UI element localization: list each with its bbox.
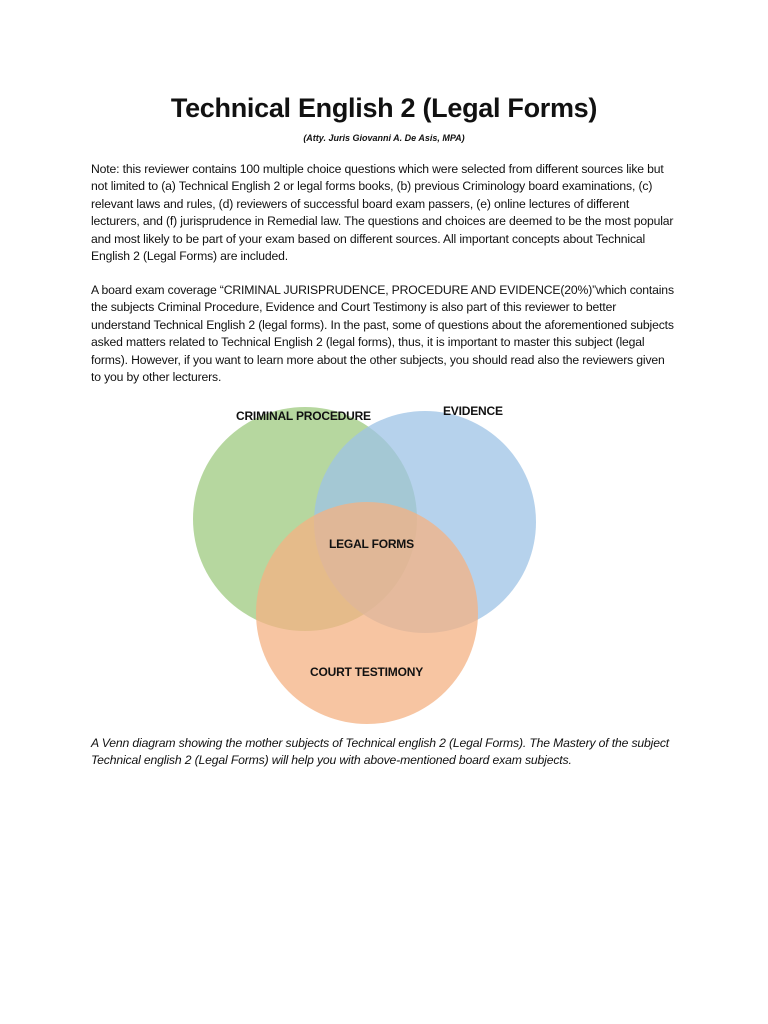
venn-label-legal-forms: LEGAL FORMS	[329, 537, 414, 551]
venn-caption: A Venn diagram showing the mother subjects of Technical english 2 (Legal Forms). The Mastery of the subject Technical english 2 (Legal Forms) will help you with above-mentioned board exam subjects.	[91, 736, 670, 768]
venn-label-evidence: EVIDENCE	[443, 404, 503, 418]
venn-label-court-testimony: COURT TESTIMONY	[310, 665, 423, 679]
venn-diagram	[0, 395, 768, 735]
venn-diagram-graphic	[0, 395, 768, 735]
venn-circle-court-testimony	[256, 502, 478, 724]
document-title: Technical English 2 (Legal Forms)	[170, 93, 598, 123]
coverage-paragraph: A board exam coverage “CRIMINAL JURISPRUDENCE, PROCEDURE AND EVIDENCE(20%)”which contains the subjects Criminal Procedure, Evidence and Court Testimony is also part of this reviewer to better understand Technical English 2 (legal forms). In the past, some of questions about the aforementioned subjects asked matters related to Technical English 2 (legal forms), thus, it is important to master this subject (legal forms). However, if you want to learn more about the other subjects, you should read also the reviewers given to you by other lecturers.	[91, 283, 674, 385]
venn-label-criminal-procedure: CRIMINAL PROCEDURE	[236, 409, 371, 423]
document-author: (Atty. Juris Giovanni A. De Asis, MPA)	[303, 133, 465, 143]
note-paragraph: Note: this reviewer contains 100 multiple choice questions which were selected from different sources like but not limited to (a) Technical English 2 or legal forms books, (b) previous Criminology board examinations, (c) relevant laws and rules, (d) reviewers of successful board exam passers, (e) online lectures of different lecturers, and (f) jurisprudence in Remedial law. The questions and choices are deemed to be the most popular and most likely to be part of your exam based on different sources. All important concepts about Technical English 2 (Legal Forms) are included.	[91, 162, 674, 264]
